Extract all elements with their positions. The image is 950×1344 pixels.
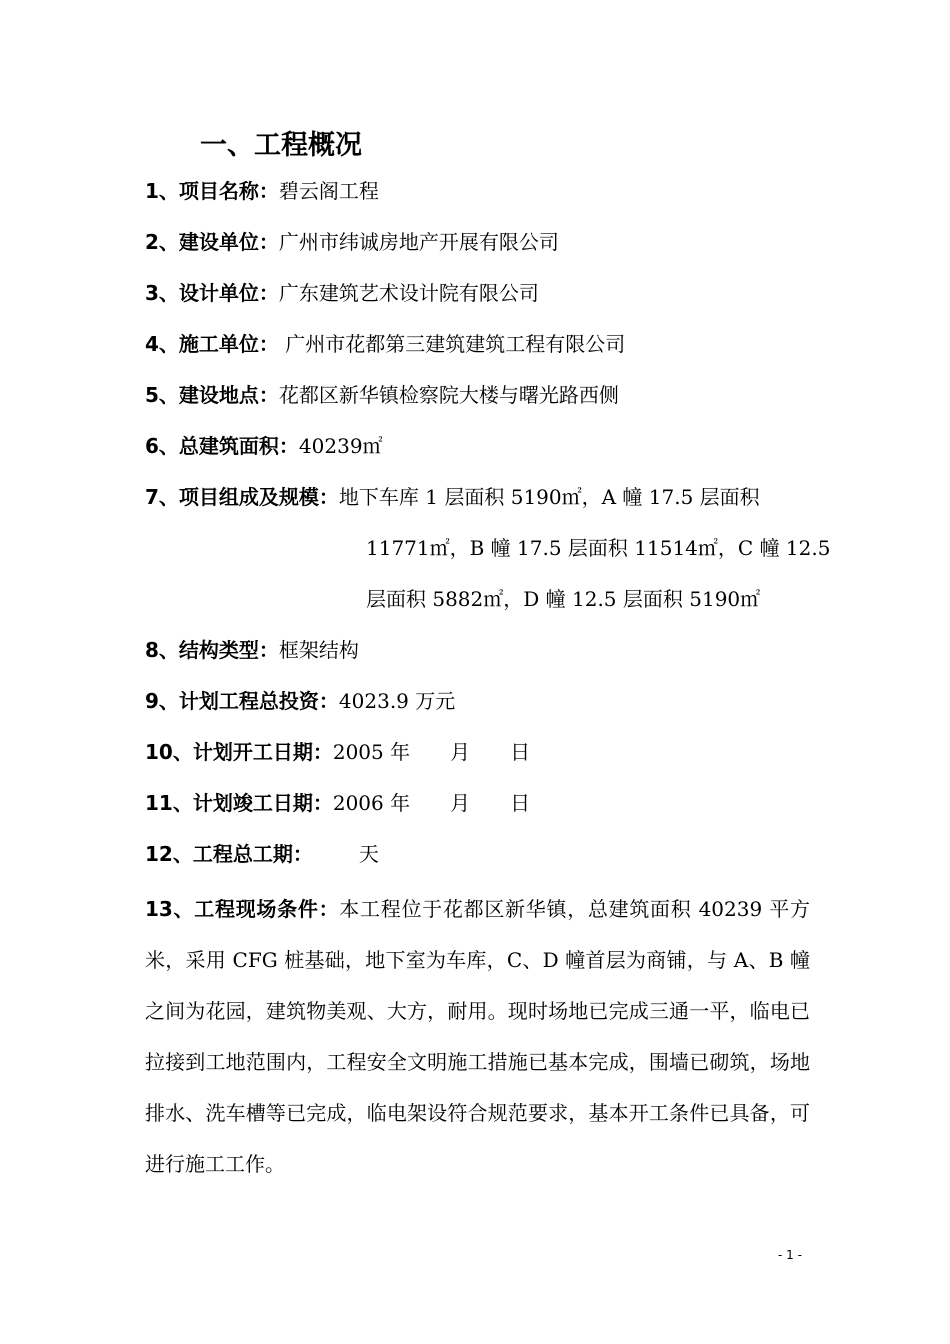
item-label: 11、计划竣工日期： [145, 791, 333, 815]
item-label: 2、建设单位： [145, 230, 279, 254]
item-value: 广州市花都第三建筑建筑工程有限公司 [278, 332, 626, 356]
item-label: 8、结构类型： [145, 638, 279, 662]
section-heading: 一、工程概况 [200, 130, 362, 161]
item-value: 天 [358, 842, 379, 866]
item-scale [145, 482, 760, 512]
item-value: 4023.9 万元 [338, 689, 456, 713]
item-location [145, 380, 619, 410]
item-end-date [145, 788, 530, 818]
item-start-date [145, 737, 530, 767]
start-year: 2005 年 [332, 740, 411, 764]
item-label: 4、施工单位： [145, 332, 279, 356]
end-day: 日 [510, 791, 531, 815]
item-designer [145, 278, 539, 308]
item-value: 广东建筑艺术设计院有限公司 [278, 281, 539, 305]
start-month: 月 [450, 740, 471, 764]
start-day: 日 [510, 740, 531, 764]
item-total-area [145, 431, 383, 461]
item-label: 3、设计单位： [145, 281, 279, 305]
item-structure [145, 635, 359, 665]
item-scale-continuation: 层面积 5882㎡，D 幢 12.5 层面积 5190㎡ [366, 587, 761, 611]
page-number: - 1 - [778, 1248, 802, 1262]
item-duration [145, 839, 379, 869]
item-label: 6、总建筑面积： [145, 434, 299, 458]
item-label: 13、工程现场条件： [145, 897, 340, 921]
end-year: 2006 年 [332, 791, 411, 815]
item-project-name [145, 176, 379, 206]
item-label: 12、工程总工期： [145, 842, 313, 866]
item-value: 地下车库 1 层面积 5190㎡，A 幢 17.5 层面积 [338, 485, 760, 509]
item-value: 40239㎡ [298, 434, 383, 458]
item-label: 5、建设地点： [145, 383, 279, 407]
item-investment [145, 686, 455, 716]
item-label: 1、项目名称： [145, 179, 279, 203]
end-month: 月 [450, 791, 471, 815]
item-label: 7、项目组成及规模： [145, 485, 339, 509]
site-conditions-text: 本工程位于花都区新华镇，总建筑面积 40239 平方米，采用 CFG 桩基础，地下室为车库，C、D 幢首层为商铺，与 A、B 幢之间为花园，建筑物美观、大方，耐用。现时场地已完成三通一平，临电已拉接到工地范围内，工程安全文明施工措施已基本完成，围墙已砌筑，场地排水、洗车槽等已完成，临电架设符合规范要求，基本开工条件已具备，可进行施工工作。 [145, 897, 810, 1176]
item-label: 9、计划工程总投资： [145, 689, 339, 713]
item-developer [145, 227, 559, 257]
item-value: 花都区新华镇检察院大楼与曙光路西侧 [278, 383, 619, 407]
item-value: 碧云阁工程 [278, 179, 379, 203]
item-scale-continuation: 11771㎡，B 幢 17.5 层面积 11514㎡，C 幢 12.5 [366, 536, 831, 560]
item-value: 广州市纬诚房地产开展有限公司 [278, 230, 559, 254]
item-site-conditions [145, 884, 810, 1190]
item-contractor [145, 329, 625, 359]
item-value: 框架结构 [278, 638, 359, 662]
item-label: 10、计划开工日期： [145, 740, 333, 764]
